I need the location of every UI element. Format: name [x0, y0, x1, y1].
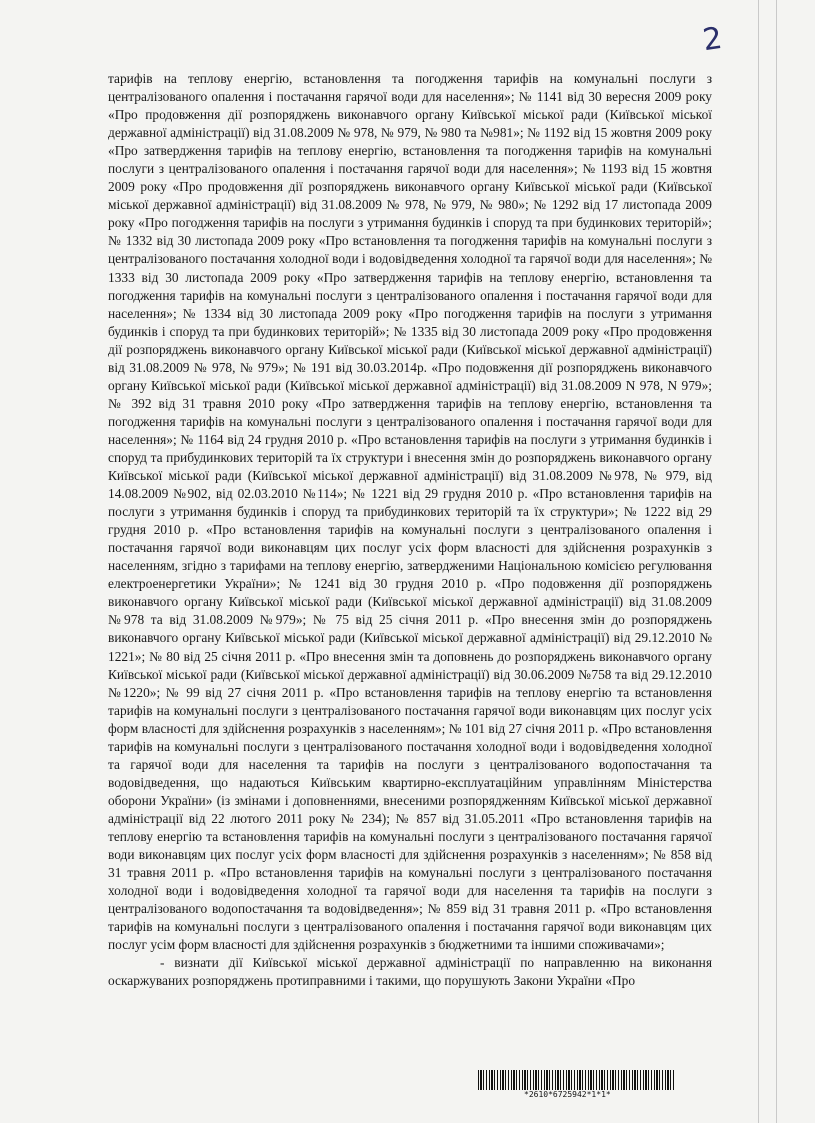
body-paragraph: - визнати дії Київської міської державної адміністрації по направленню на виконання оскаржуваних розпоряджень протиправними і такими, що порушують Закони України «Про	[108, 955, 712, 989]
scan-edge-line	[776, 0, 777, 1123]
body-paragraph: тарифів на теплову енергію, встановлення та погодження тарифів на комунальні послуги з централізованого опалення і постачання гарячої води для населення»; № 1141 від 30 вересня 2009 року «Про продовження дії розпоряджень виконавчого органу Київської міської ради (Київської міської державної адміністрації) від 31.08.2009 № 978, № 979, № 980 та №981»; № 1192 від 15 жовтня 2009 року «Про затвердження тарифів на теплову енергію, встановлення та погодження тарифів на комунальні послуги з централізованого опалення і постачання гарячої води для населення»; № 1193 від 15 жовтня 2009 року «Про продовження дії розпоряджень виконавчого органу Київської міської ради (Київської міської державної адміністрації) від 31.08.2009 № 978, № 979, № 980»; № 1292 від 17 листопада 2009 року «Про погодження тарифів на послуги з утримання будинків і споруд та при будинкових територій»; № 1332 від 30 листопада 2009 року «Про встановлення та погодження тарифів на комунальні послуги з централізованого постачання холодної води і водовідведення холодної та гарячої води для населення»; № 1333 від 30 листопада 2009 року «Про затвердження тарифів на теплову енергію, встановлення та погодження тарифів на комунальні послуги з централізованого опалення і постачання гарячої води для населення»; № 1334 від 30 листопада 2009 року «Про погодження тарифів на послуги з утримання будинків і споруд та при будинкових територій»; № 1335 від 30 листопада 2009 року «Про продовження дії розпоряджень виконавчого органу Київської міської ради (Київської міської державної адміністрації) від 31.08.2009 № 978, № 979»; № 191 від 30.03.2014р. «Про подовження дії розпоряджень виконавчого органу Київської міської ради (Київської міської державної адміністрації) від 31.08.2009 N 978, N 979»; № 392 від 31 травня 2010 року «Про затвердження тарифів на теплову енергію, встановлення та погодження тарифів на комунальні послуги з централізованого опалення і постачання гарячої води для населення»; № 1164 від 24 грудня 2010 р. «Про встановлення тарифів на послуги з утримання будинків і споруд та прибудинкових територій та їх структури і внесення змін до розпоряджень виконавчого органу Київської міської ради (Київської міської державної адміністрації) від 31.08.2009 №978, № 979, від 14.08.2009 №902, від 02.03.2010 №114»; № 1221 від 29 грудня 2010 р. «Про встановлення тарифів на послуги з утримання будинків і споруд та прибудинкових територій та їх структури»; № 1222 від 29 грудня 2010 р. «Про встановлення тарифів на комунальні послуги з централізованого опалення і постачання гарячої води виконавцям цих послуг усіх форм власності для здійснення розрахунків з населенням, згідно з тарифами на теплову енергію, затвердженими Національною комісією регулювання електроенергетики України»; № 1241 від 30 грудня 2010 р. «Про подовження дії розпоряджень виконавчого органу Київської міської ради (Київської міської державної адміністрації) від 31.08.2009 №978 та від 31.08.2009 №979»; № 75 від 25 січня 2011 р. «Про внесення змін до розпоряджень виконавчого органу Київської міської ради (Київської міської державної адміністрації) від 29.12.2010 № 1221»; № 80 від 25 січня 2011 р. «Про внесення змін та доповнень до розпоряджень виконавчого органу Київської міської ради (Київської міської державної адміністрації) від 30.06.2009 №758 та від 29.12.2010 №1220»; № 99 від 27 січня 2011 р. «Про встановлення тарифів на теплову енергію та встановлення тарифів на комунальні послуги з централізованого постачання гарячої води виконавцям цих послуг усіх форм власності для здійснення розрахунків з населенням»; № 101 від 27 січня 2011 р. «Про встановлення тарифів на комунальні послуги з централізованого постачання холодної води і водовідведення холодної та гарячої води для населення та тарифів на послуги з централізованого водопостачання та водовідведення, що надаються Київським квартирно-експлуатаційним управлінням Міністерства оборони України» (із змінами і доповненнями, внесеними розпорядженням Київської міської державної адміністрації від 22 лютого 2011 року № 234); № 857 від 31.05.2011 «Про встановлення тарифів на теплову енергію та встановлення тарифів на комунальні послуги з централізованого постачання гарячої води виконавцям цих послуг усіх форм власності для здійснення розрахунків з населенням»; № 858 від 31 травня 2011 р. «Про встановлення тарифів на комунальні послуги з централізованого постачання холодної води і водовідведення холодної та гарячої води для населення та тарифів на послуги з централізованого водопостачання та водовідведення»; № 859 від 31 травня 2011 р. «Про встановлення тарифів на комунальні послуги з централізованого опалення і постачання гарячої води виконавцям цих послуг усім форм власності для здійснення розрахунків з бюджетними та іншими споживачами»;	[108, 71, 712, 953]
barcode-number: *2610*6725942*1*1*	[524, 1090, 611, 1099]
scan-edge-line	[758, 0, 759, 1123]
handwritten-page-number: 2	[700, 20, 725, 59]
document-body	[108, 70, 712, 990]
barcode-image	[478, 1070, 674, 1090]
